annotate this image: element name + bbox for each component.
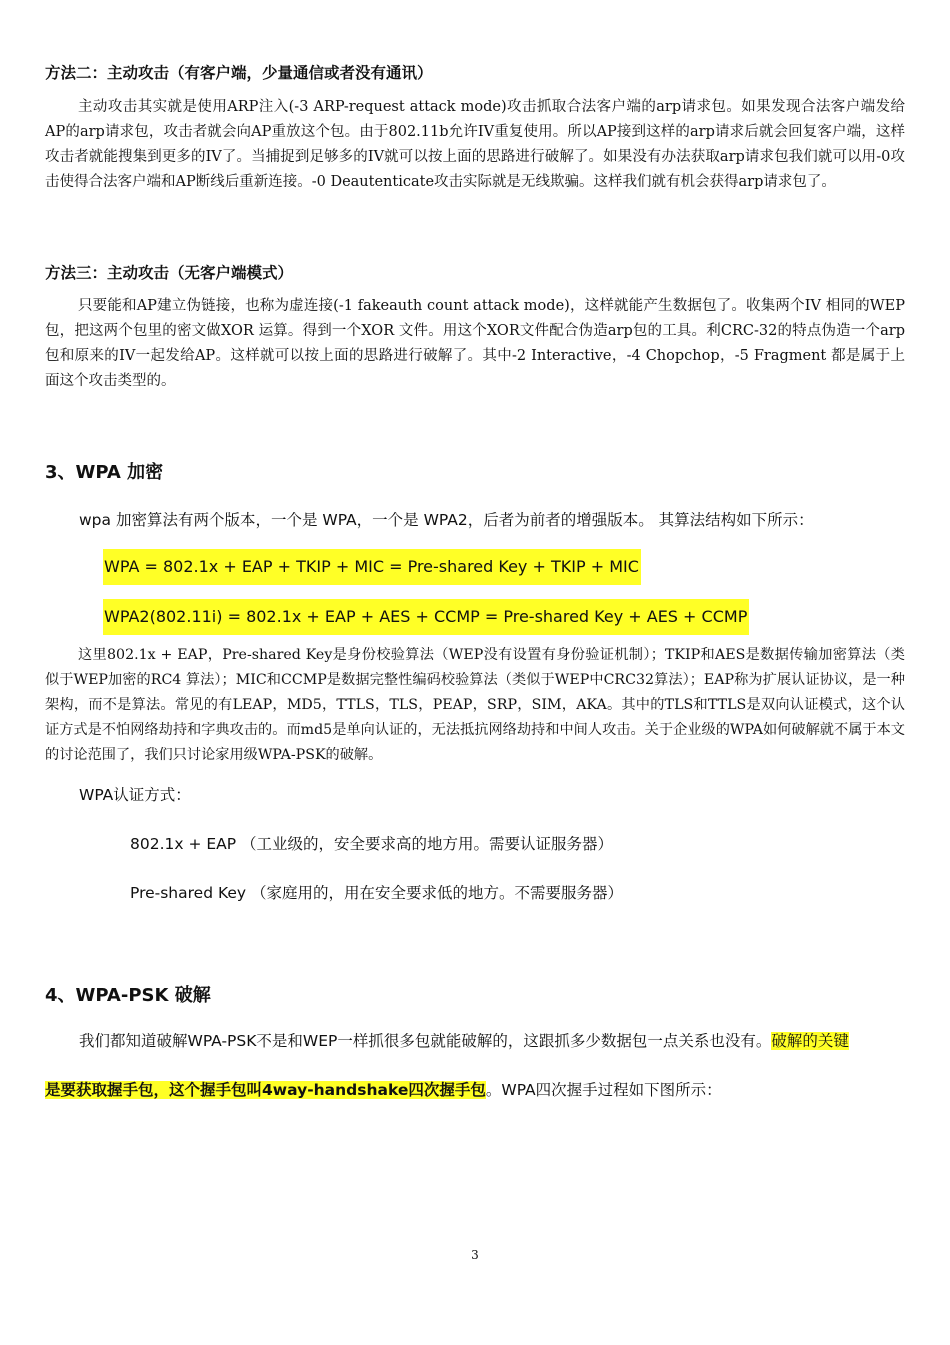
- page-number: 3: [471, 1248, 479, 1262]
- section4-tail-text: 。WPA四次握手过程如下图所示：: [485, 1081, 722, 1099]
- wpa-intro: wpa 加密算法有两个版本，一个是 WPA，一个是 WPA2，后者为前者的增强版本。 其算法结构如下所示：: [79, 511, 814, 529]
- wpa2-formula: WPA2(802.11i) = 802.1x + EAP + AES + CCMP = Pre-shared Key + AES + CCMP: [103, 599, 749, 635]
- section4-line1: [79, 1023, 849, 1059]
- method2-paragraph: 主动攻击其实就是使用ARP注入(-3 ARP-request attack mode)攻击抓取合法客户端的arp请求包。如果发现合法客户端发给AP的arp请求包，攻击者就会向AP重放这个包。由于802.11b允许IV重复使用。所以AP接到这样的arp请求后就会回复客户端，这样攻击者就能搜集到更多的IV了。当捕捉到足够多的IV就可以按上面的思路进行破解了。如果没有办法获取arp请求包我们就可以用-0攻击使得合法客户端和AP断线后重新连接。-0 Deautenticate攻击实际就是无线欺骗。这样我们就有机会获得arp请求包了。: [45, 99, 905, 190]
- wpa-auth-psk: Pre-shared Key （家庭用的，用在安全要求低的地方。不需要服务器）: [130, 884, 623, 902]
- section4-highlight-b: 是要获取握手包，这个握手包叫4way-handshake四次握手包: [45, 1081, 486, 1099]
- wpa-auth-label: WPA认证方式：: [79, 786, 191, 804]
- method3-paragraph: 只要能和AP建立伪链接，也称为虚连接(-1 fakeauth count attack mode)，这样就能产生数据包了。收集两个IV 相同的WEP 包，把这两个包里的密文做XOR 运算。得到一个XOR 文件。用这个XOR文件配合伪造arp包的工具。利CRC-32的特点伪造一个arp包和原来的IV一起发给AP。这样就可以按上面的思路进行破解了。其中-2 Interactive，-4 Chopchop，-5 Fragment 都是属于上面这个攻击类型的。: [45, 298, 905, 389]
- section3-heading: 3、WPA 加密: [45, 462, 164, 483]
- wpa-explanation-paragraph: 这里802.1x + EAP，Pre-shared Key是身份校验算法（WEP没有设置有身份验证机制）；TKIP和AES是数据传输加密算法（类似于WEP加密的RC4 算法）；MIC和CCMP是数据完整性编码校验算法（类似于WEP中CRC32算法）；EAP称为扩展认证协议，是一种架构，而不是算法。常见的有LEAP，MD5，TTLS，TLS，PEAP，SRP，SIM，AKA。其中的TLS和TTLS是双向认证模式，这个认证方式是不怕网络劫持和字典攻击的。而md5是单向认证的，无法抵抗网络劫持和中间人攻击。关于企业级的WPA如何破解就不属于本文的讨论范围了，我们只讨论家用级WPA-PSK的破解。: [45, 647, 905, 763]
- section4-line2: [45, 1072, 722, 1108]
- wpa-auth-enterprise: 802.1x + EAP （工业级的，安全要求高的地方用。需要认证服务器）: [130, 835, 614, 853]
- section4-plain-text: 我们都知道破解WPA-PSK不是和WEP一样抓很多包就能破解的，这跟抓多少数据包一点关系也没有。: [79, 1032, 772, 1050]
- section4-heading: 4、WPA-PSK 破解: [45, 985, 211, 1006]
- method2-heading: 方法二：主动攻击（有客户端，少量通信或者没有通讯）: [45, 64, 433, 82]
- method3-heading: 方法三：主动攻击（无客户端模式）: [45, 264, 294, 282]
- wpa-formula: WPA = 802.1x + EAP + TKIP + MIC = Pre-shared Key + TKIP + MIC: [103, 549, 641, 585]
- section4-highlight-a: 破解的关键: [771, 1032, 849, 1050]
